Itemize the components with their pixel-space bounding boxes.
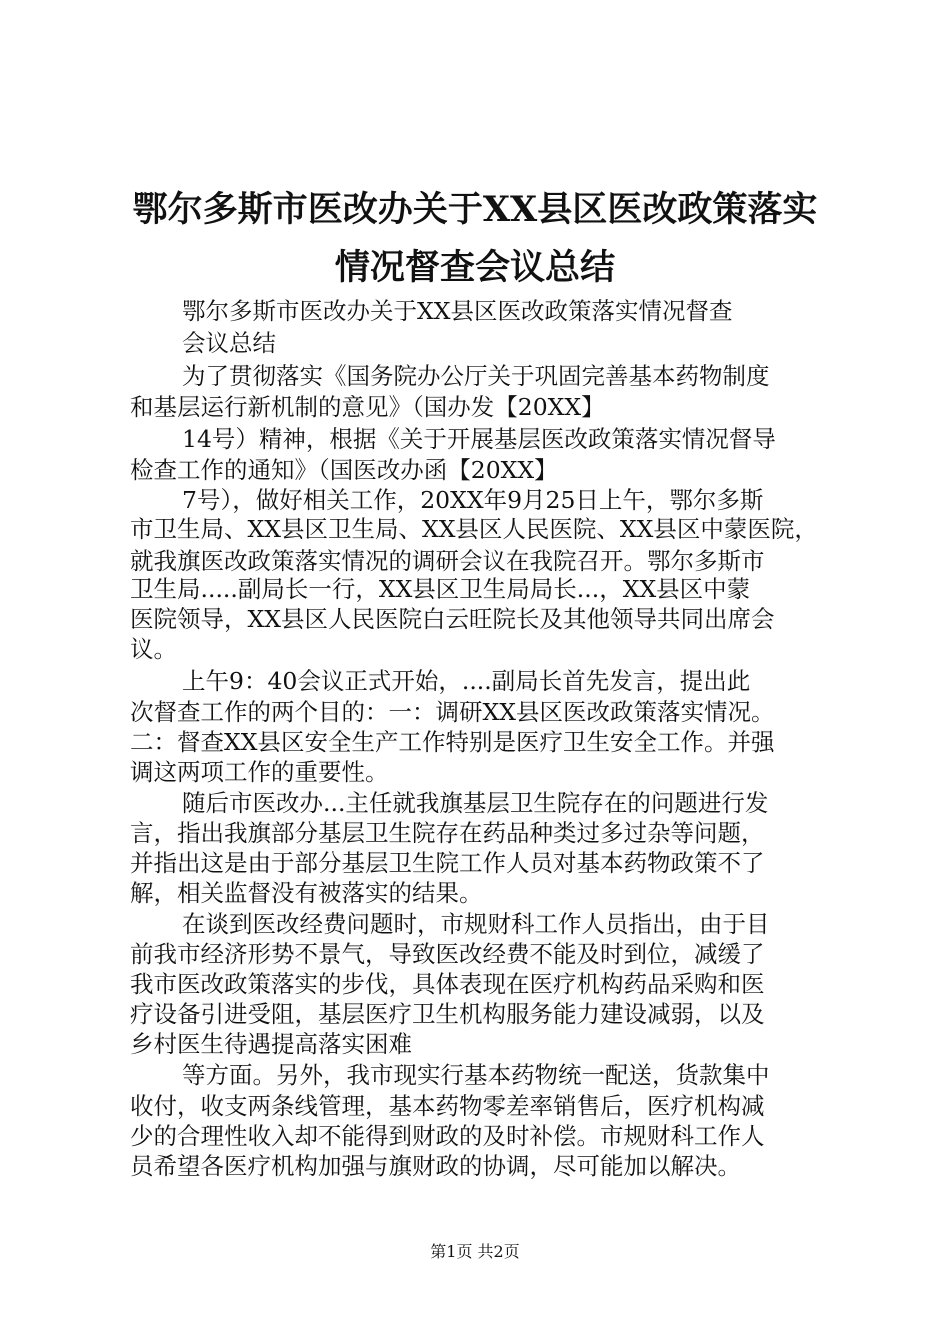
body-line: 收付，收支两条线管理，基本药物零差率销售后，医疗机构减 [130, 1092, 765, 1120]
body-line: 就我旗医改政策落实情况的调研会议在我院召开。鄂尔多斯市 [130, 547, 765, 575]
body-line: 卫生局.....副局长一行，XX县区卫生局局长...，XX县区中蒙 [130, 575, 751, 603]
body-line: 上午9：40会议正式开始，....副局长首先发言，提出此 [182, 667, 751, 695]
body-line: 市卫生局、XX县区卫生局、XX县区人民医院、XX县区中蒙医院， [130, 515, 818, 543]
body-line: 前我市经济形势不景气，导致医改经费不能及时到位，减缓了 [130, 940, 765, 968]
body-line: 言，指出我旗部分基层卫生院存在药品种类过多过杂等问题， [130, 819, 765, 847]
body-line: 在谈到医改经费问题时，市规财科工作人员指出，由于目 [182, 910, 770, 938]
body-line: 并指出这是由于部分基层卫生院工作人员对基本药物政策不了 [130, 849, 765, 877]
body-line: 14号）精神，根据《关于开展基层医改政策落实情况督导 [182, 425, 776, 453]
body-line: 会议总结 [182, 329, 276, 357]
body-line: 和基层运行新机制的意见》（国办发【20XX】 [130, 393, 605, 421]
body-line: 少的合理性收入却不能得到财政的及时补偿。市规财科工作人 [130, 1122, 765, 1150]
body-line: 医院领导，XX县区人民医院白云旺院长及其他领导共同出席会 [130, 605, 775, 633]
body-line: 调这两项工作的重要性。 [130, 758, 389, 786]
body-line: 为了贯彻落实《国务院办公厅关于巩固完善基本药物制度 [182, 362, 770, 390]
body-line: 随后市医改办...主任就我旗基层卫生院存在的问题进行发 [182, 789, 769, 817]
body-line: 次督查工作的两个目的：一：调研XX县区医改政策落实情况。 [130, 698, 775, 726]
document-title-line-1: 鄂尔多斯市医改办关于XX县区医改政策落实 [132, 189, 818, 230]
body-line: 议。 [130, 635, 177, 663]
body-line: 鄂尔多斯市医改办关于XX县区医改政策落实情况督查 [182, 297, 733, 325]
body-line: 检查工作的通知》（国医改办函【20XX】 [130, 456, 558, 484]
body-line: 疗设备引进受阻，基层医疗卫生机构服务能力建设减弱，以及 [130, 1000, 765, 1028]
body-line: 解，相关监督没有被落实的结果。 [130, 879, 483, 907]
body-line: 乡村医生待遇提高落实困难 [130, 1030, 412, 1058]
body-line: 二：督查XX县区安全生产工作特别是医疗卫生安全工作。并强 [130, 728, 775, 756]
body-line: 等方面。另外，我市现实行基本药物统一配送，货款集中 [182, 1061, 770, 1089]
body-line: 员希望各医疗机构加强与旗财政的协调，尽可能加以解决。 [130, 1152, 741, 1180]
body-line: 我市医改政策落实的步伐，具体表现在医疗机构药品采购和医 [130, 970, 765, 998]
page-number-footer: 第1页 共2页 [430, 1242, 520, 1261]
document-title-line-2: 情况督查会议总结 [334, 247, 616, 288]
body-line: 7号），做好相关工作，20XX年9月25日上午，鄂尔多斯 [182, 486, 764, 514]
